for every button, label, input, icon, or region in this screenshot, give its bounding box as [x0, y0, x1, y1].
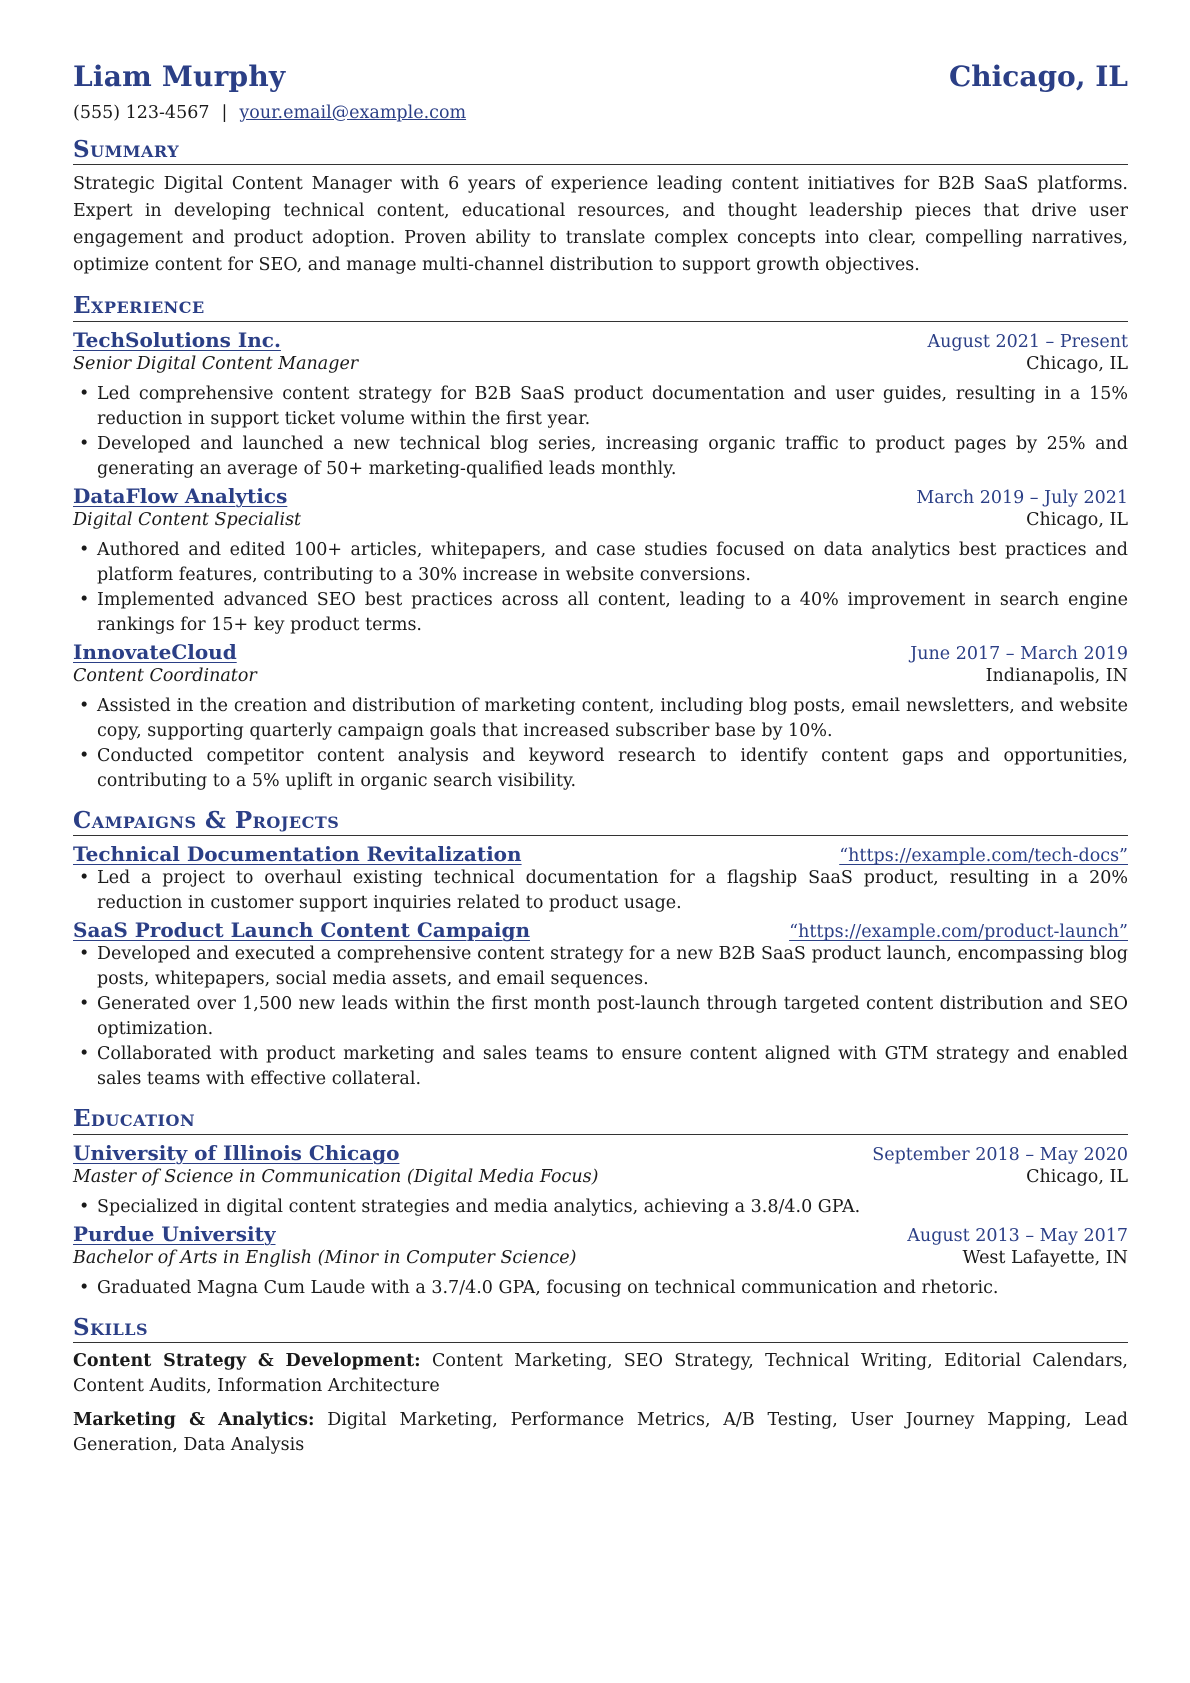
skill-group-label: Marketing & Analytics: — [73, 1410, 315, 1431]
skill-group — [73, 1349, 1128, 1399]
summary-heading: Summary — [73, 137, 1128, 165]
projects-heading: Campaigns & Projects — [73, 808, 1128, 836]
degree-title: Master of Science in Communication (Digital Media Focus) — [73, 1166, 599, 1187]
company-link[interactable]: DataFlow Analytics — [73, 483, 288, 508]
company-link[interactable]: InnovateCloud — [73, 639, 237, 664]
education-heading: Education — [73, 1106, 1128, 1134]
job-bullets — [73, 538, 1128, 638]
job-dates: August 2021 – Present — [927, 331, 1128, 352]
bullet-item: • Developed and executed a comprehensive content strategy for a new B2B SaaS product launch, encompassing blog posts, whitepapers, social media assets, and email sequences. — [73, 942, 1128, 992]
project-url-link[interactable]: “https://example.com/product-launch” — [789, 922, 1128, 943]
company-link[interactable]: TechSolutions Inc. — [73, 327, 281, 352]
job-entry — [73, 640, 1128, 794]
bullet-item: • Authored and edited 100+ articles, whitepapers, and case studies focused on data analytics best practices and platform features, contributing to a 30% increase in website conversions. — [73, 538, 1128, 588]
phone-number: (555) 123-4567 — [73, 103, 210, 123]
school-link[interactable]: Purdue University — [73, 1221, 276, 1246]
school-dates: September 2018 – May 2020 — [872, 1144, 1128, 1165]
job-bullets — [73, 694, 1128, 794]
job-location: Chicago, IL — [1026, 509, 1128, 530]
education-entry — [73, 1222, 1128, 1301]
skill-group — [73, 1408, 1128, 1458]
resume-page — [73, 60, 1128, 1458]
bullet-item: • Conducted competitor content analysis and keyword research to identify content gaps and opportunities, contributing to a 5% uplift in organic search visibility. — [73, 744, 1128, 794]
skill-group-label: Content Strategy & Development: — [73, 1351, 421, 1372]
contact-line — [73, 103, 1128, 123]
project-title-link[interactable]: Technical Documentation Revitalization — [73, 842, 522, 867]
contact-separator: | — [221, 103, 228, 123]
school-location: Chicago, IL — [1026, 1166, 1128, 1187]
experience-heading: Experience — [73, 293, 1128, 321]
project-entry — [73, 842, 1128, 916]
school-link[interactable]: University of Illinois Chicago — [73, 1140, 400, 1165]
summary-text: Strategic Digital Content Manager with 6 years of experience leading content initiatives for B2B SaaS platforms. Expert in developing technical content, educational resources, and thought leadership pieces that drive user engagement and product adoption. Proven ability to translate complex concepts into clear, compelling narratives, optimize content for SEO, and manage multi-channel distribution to support growth objectives. — [73, 174, 1128, 276]
bullet-item: • Developed and launched a new technical blog series, increasing organic traffic to product pages by 25% and generating an average of 50+ marketing-qualified leads monthly. — [73, 432, 1128, 482]
bullet-item: • Graduated Magna Cum Laude with a 3.7/4.0 GPA, focusing on technical communication and rhetoric. — [73, 1276, 1128, 1301]
education-entry — [73, 1141, 1128, 1220]
school-location: West Lafayette, IN — [962, 1247, 1128, 1268]
email-link[interactable]: your.email@example.com — [239, 103, 467, 123]
education-bullets — [73, 1276, 1128, 1301]
candidate-location: Chicago, IL — [948, 60, 1128, 93]
bullet-item: • Generated over 1,500 new leads within the first month post-launch through targeted content distribution and SEO optimization. — [73, 992, 1128, 1042]
job-bullets — [73, 382, 1128, 482]
job-title: Digital Content Specialist — [73, 509, 302, 530]
bullet-item: • Collaborated with product marketing and sales teams to ensure content aligned with GTM strategy and enabled sales teams with effective collateral. — [73, 1042, 1128, 1092]
degree-title: Bachelor of Arts in English (Minor in Computer Science) — [73, 1247, 577, 1268]
project-entry — [73, 918, 1128, 1092]
job-entry — [73, 328, 1128, 482]
job-location: Chicago, IL — [1026, 353, 1128, 374]
job-dates: March 2019 – July 2021 — [916, 487, 1128, 508]
job-dates: June 2017 – March 2019 — [910, 643, 1128, 664]
education-bullets — [73, 1195, 1128, 1220]
project-bullets — [73, 866, 1128, 916]
project-bullets — [73, 942, 1128, 1092]
job-entry — [73, 484, 1128, 638]
bullet-item: • Implemented advanced SEO best practices across all content, leading to a 40% improvement in search engine rankings for 15+ key product terms. — [73, 588, 1128, 638]
resume-header — [73, 60, 1128, 93]
skills-heading: Skills — [73, 1315, 1128, 1343]
job-title: Content Coordinator — [73, 665, 257, 686]
skill-group-items: Content Marketing, SEO Strategy, Technical Writing, Editorial Calendars, Content Audits, Information Architecture — [73, 1351, 1128, 1397]
candidate-name: Liam Murphy — [73, 60, 286, 93]
bullet-item: • Assisted in the creation and distribution of marketing content, including blog posts, email newsletters, and website copy, supporting quarterly campaign goals that increased subscriber base by 10%. — [73, 694, 1128, 744]
job-title: Senior Digital Content Manager — [73, 353, 359, 374]
bullet-item: • Led comprehensive content strategy for B2B SaaS product documentation and user guides, resulting in a 15% reduction in support ticket volume within the first year. — [73, 382, 1128, 432]
bullet-item: • Led a project to overhaul existing technical documentation for a flagship SaaS product, resulting in a 20% reduction in customer support inquiries related to product usage. — [73, 866, 1128, 916]
school-dates: August 2013 – May 2017 — [907, 1225, 1128, 1246]
project-title-link[interactable]: SaaS Product Launch Content Campaign — [73, 918, 530, 943]
project-url-link[interactable]: “https://example.com/tech-docs” — [839, 846, 1128, 867]
bullet-item: • Specialized in digital content strategies and media analytics, achieving a 3.8/4.0 GPA. — [73, 1195, 1128, 1220]
skill-group-items: Digital Marketing, Performance Metrics, A/B Testing, User Journey Mapping, Lead Generation, Data Analysis — [73, 1410, 1128, 1456]
job-location: Indianapolis, IN — [985, 665, 1128, 686]
